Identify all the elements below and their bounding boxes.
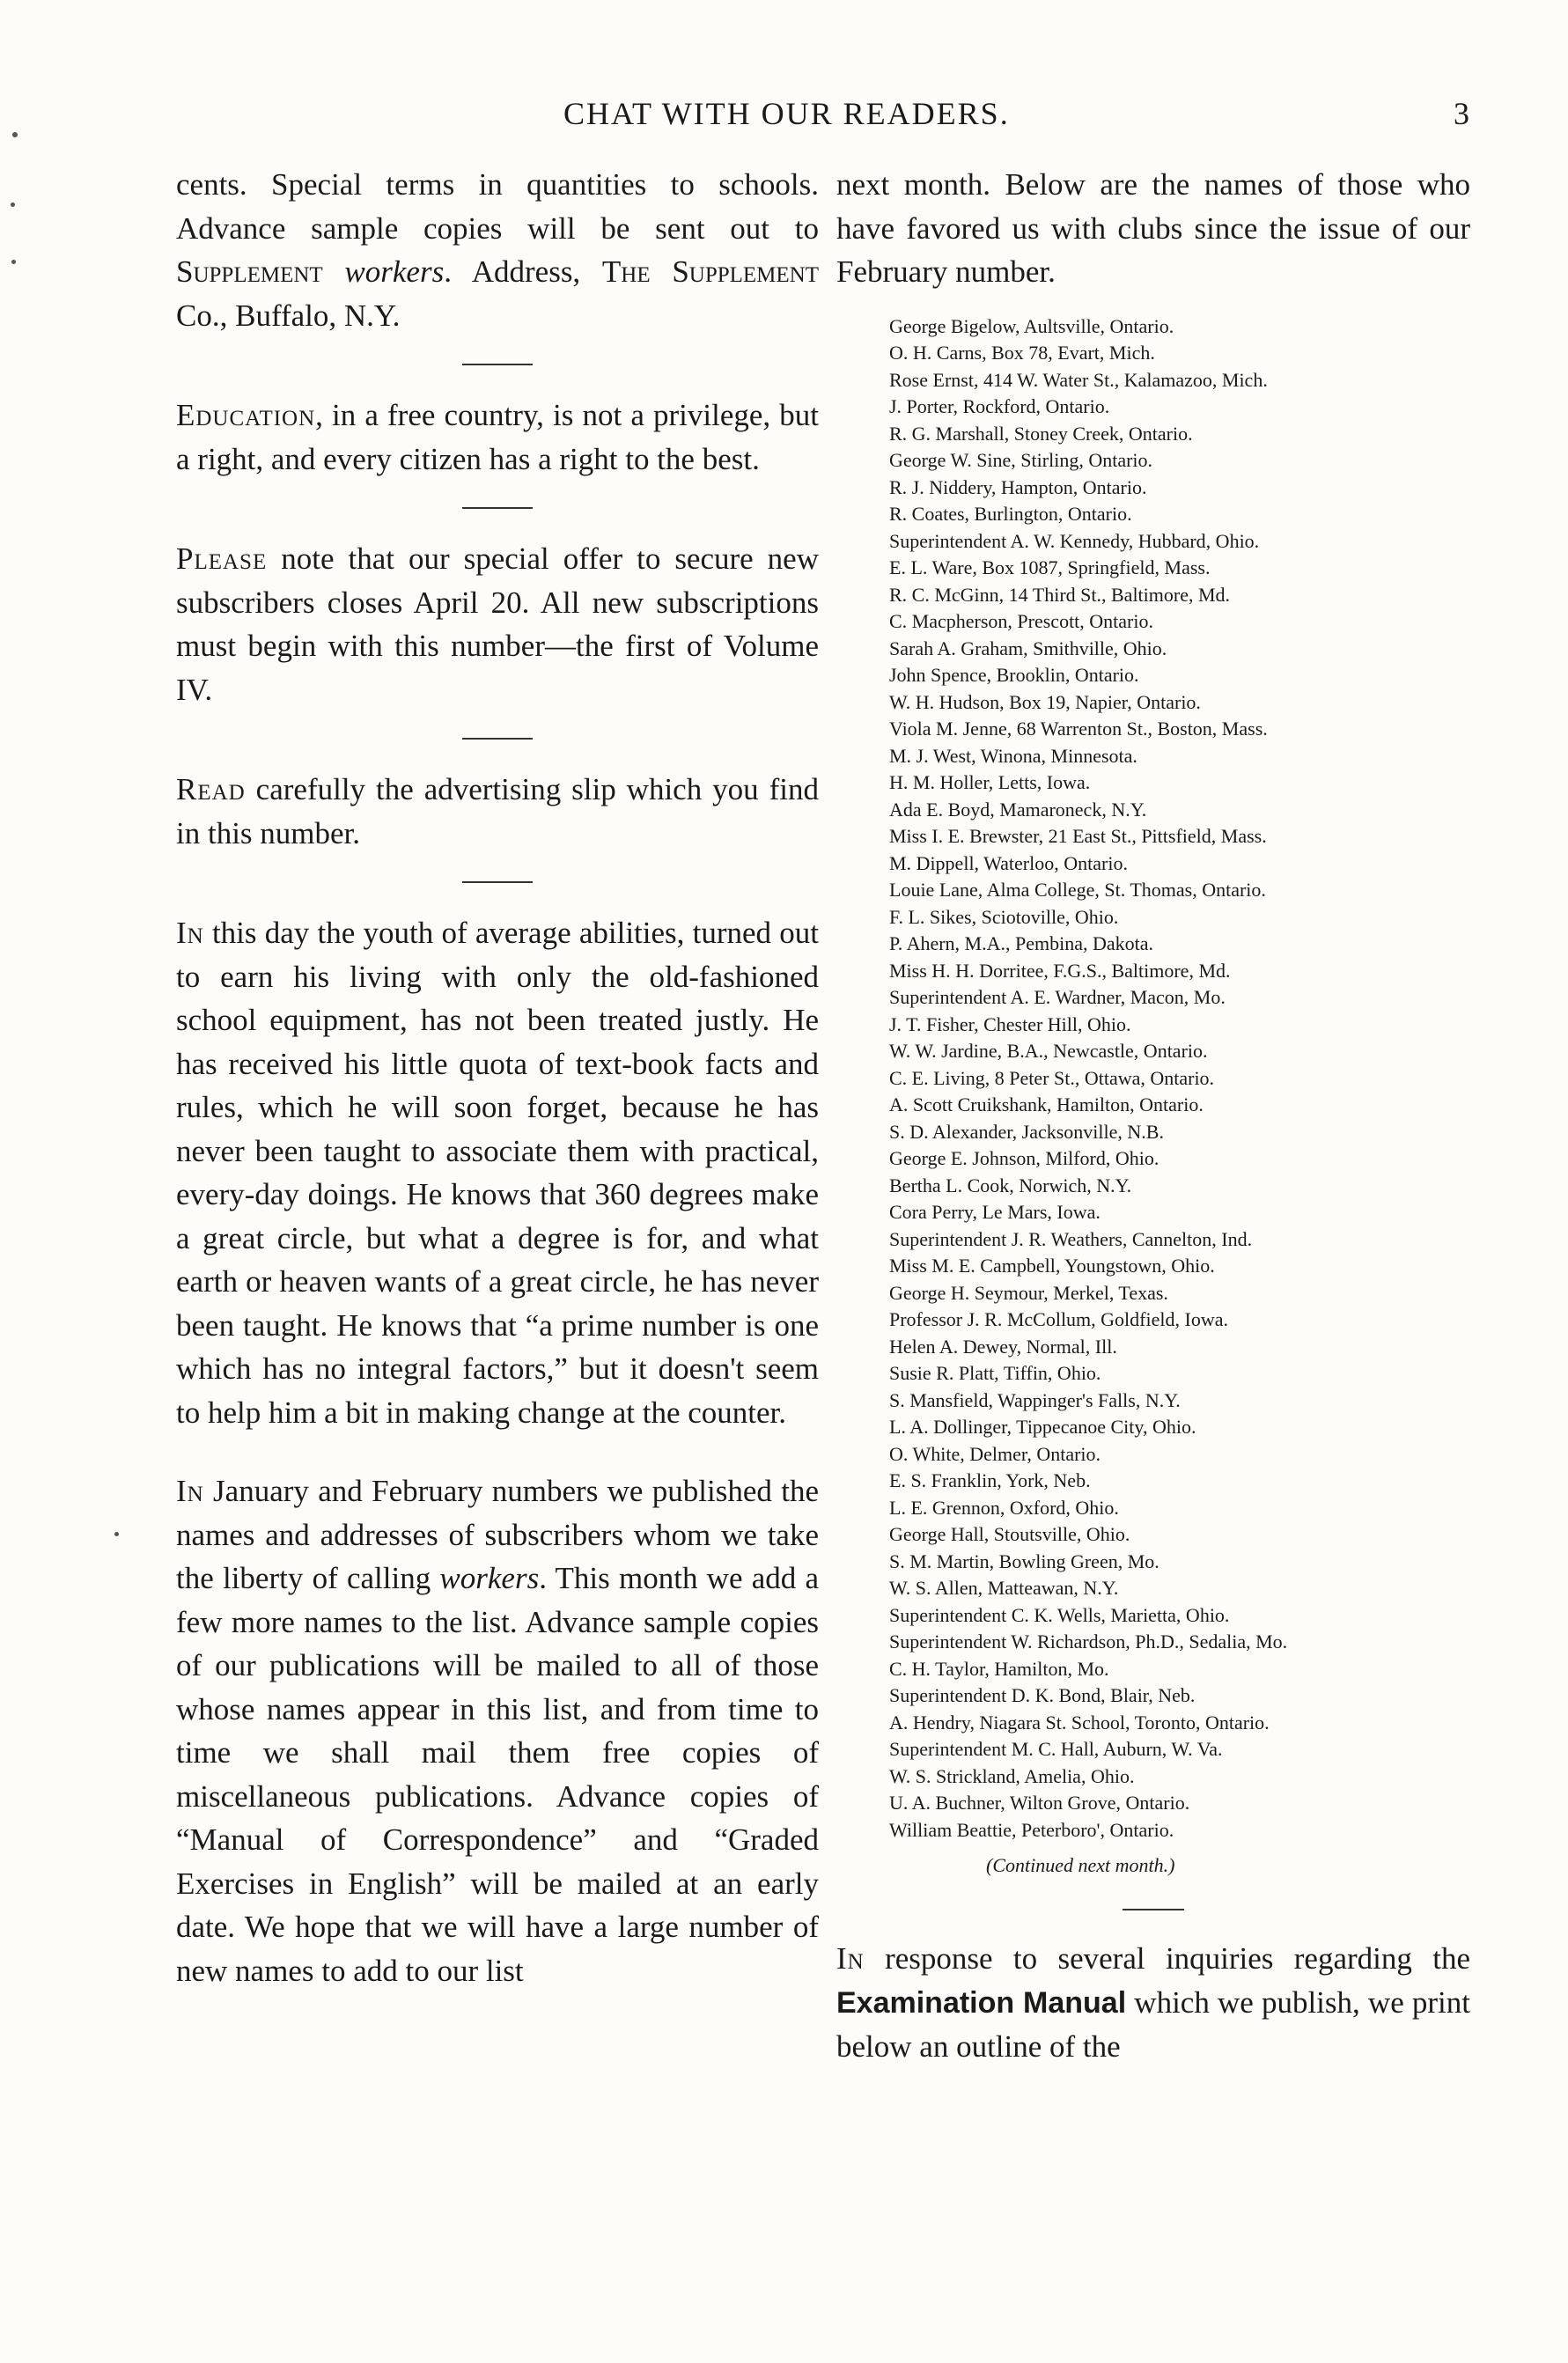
- list-item: George Hall, Stoutsville, Ohio.: [889, 1523, 1130, 1545]
- list-item: F. L. Sikes, Sciotoville, Ohio.: [889, 905, 1119, 928]
- paragraph-names-intro: next month. Below are the names of those who have favored us with clubs since the issue of our February number.: [836, 167, 1470, 289]
- list-item: S. Mansfield, Wappinger's Falls, N.Y.: [889, 1388, 1181, 1411]
- paragraph-address: [176, 163, 819, 337]
- scan-speck: [12, 132, 18, 137]
- subscriber-name-list: [889, 313, 1470, 1844]
- list-item: Miss M. E. Campbell, Youngstown, Ohio.: [889, 1255, 1215, 1277]
- list-item: R. G. Marshall, Stoney Creek, Ontario.: [889, 422, 1193, 445]
- list-item: Miss H. H. Dorritee, F.G.S., Baltimore, Md.: [889, 959, 1231, 982]
- page-header: [0, 95, 1568, 139]
- list-item: L. A. Dollinger, Tippecanoe City, Ohio.: [889, 1416, 1196, 1438]
- list-item: W. S. Allen, Matteawan, N.Y.: [889, 1577, 1119, 1599]
- scan-speck: [11, 260, 16, 264]
- paragraph-special-offer: [176, 537, 819, 711]
- list-item: Superintendent W. Richardson, Ph.D., Sedalia, Mo.: [889, 1631, 1288, 1653]
- list-item: C. H. Taylor, Hamilton, Mo.: [889, 1657, 1109, 1680]
- list-item: C. Macpherson, Prescott, Ontario.: [889, 610, 1153, 632]
- text: this day the youth of average abilities, turned out to earn his living with only the old-fashioned school equipment, has not been treated justly. He has received his little quota of text-book facts and rules, which he will soon forget, because he has never been taught to associate them with practical, every-day doings. He knows that 360 degrees make a great circle, but what a degree is for, and what earth or heaven wants of a great circle, he has never been taught. He knows that “a prime number is one which has no integral factors,” but it doesn't seem to help him a bit in making change at the counter.: [176, 916, 819, 1430]
- list-item: Louie Lane, Alma College, St. Thomas, Ontario.: [889, 879, 1266, 901]
- list-item: E. S. Franklin, York, Neb.: [889, 1469, 1091, 1491]
- running-head: CHAT WITH OUR READERS.: [563, 96, 1010, 131]
- list-item: O. H. Carns, Box 78, Evart, Mich.: [889, 342, 1155, 364]
- list-item: J. Porter, Rockford, Ontario.: [889, 395, 1110, 417]
- divider: [462, 881, 533, 883]
- spacer: [176, 1434, 819, 1469]
- list-item: Professor J. R. McCollum, Goldfield, Iowa.: [889, 1308, 1228, 1330]
- list-item: William Beattie, Peterboro', Ontario.: [889, 1818, 1174, 1841]
- text: note that our special offer to secure new subscribers closes April 20. All new subscriptions must begin with this number—the first of Volume IV.: [176, 541, 819, 707]
- lead-word: In: [836, 1941, 865, 1976]
- list-item: Cora Perry, Le Mars, Iowa.: [889, 1201, 1101, 1223]
- text: response to several inquiries regarding the: [864, 1941, 1470, 1976]
- list-item: Superintendent J. R. Weathers, Cannelton, Ind.: [889, 1227, 1253, 1250]
- bold-title: Examination Manual: [836, 1985, 1127, 2020]
- italic-text: workers: [439, 1561, 540, 1595]
- list-item: George W. Sine, Stirling, Ontario.: [889, 449, 1153, 471]
- list-item: Superintendent M. C. Hall, Auburn, W. Va.: [889, 1738, 1223, 1760]
- continued-note: (Continued next month.): [986, 1854, 1175, 1876]
- paragraph-youth: [176, 911, 819, 1434]
- lead-word: In: [176, 1474, 204, 1508]
- paragraph-examination-manual: [836, 1937, 1470, 2069]
- paragraph-advertising: [176, 768, 819, 855]
- text: carefully the advertising slip which you find in this number.: [176, 772, 819, 850]
- list-item: W. S. Strickland, Amelia, Ohio.: [889, 1764, 1135, 1787]
- list-item: W. H. Hudson, Box 19, Napier, Ontario.: [889, 690, 1201, 713]
- paragraph-education: [176, 394, 819, 481]
- list-item: Rose Ernst, 414 W. Water St., Kalamazoo, Mich.: [889, 368, 1268, 391]
- divider: [462, 507, 533, 509]
- list-item: Bertha L. Cook, Norwich, N.Y.: [889, 1174, 1132, 1196]
- list-item: George H. Seymour, Merkel, Texas.: [889, 1281, 1168, 1304]
- list-item: J. T. Fisher, Chester Hill, Ohio.: [889, 1012, 1131, 1035]
- scan-speck: [11, 202, 15, 207]
- list-item: Ada E. Boyd, Mamaroneck, N.Y.: [889, 798, 1147, 821]
- text: which we publish, we print below an outline of the: [836, 1984, 1470, 2064]
- text: . Address,: [444, 254, 602, 289]
- left-column: [176, 163, 819, 1992]
- list-item: A. Scott Cruikshank, Hamilton, Ontario.: [889, 1093, 1204, 1115]
- list-item: Viola M. Jenne, 68 Warrenton St., Boston, Mass.: [889, 718, 1268, 740]
- list-item: W. W. Jardine, B.A., Newcastle, Ontario.: [889, 1040, 1208, 1062]
- list-item: M. Dippell, Waterloo, Ontario.: [889, 851, 1128, 874]
- list-item: Miss I. E. Brewster, 21 East St., Pittsfield, Mass.: [889, 825, 1267, 847]
- list-item: Sarah A. Graham, Smithville, Ohio.: [889, 637, 1167, 659]
- list-item: George Bigelow, Aultsville, Ontario.: [889, 314, 1174, 337]
- page-number: 3: [1454, 96, 1469, 131]
- text: , in a free country, is not a privilege, but a right, and every citizen has a right to the best.: [176, 398, 819, 476]
- text: January and February numbers we published the names and addresses of subscribers whom we take the liberty of calling: [176, 1474, 819, 1595]
- list-item: Susie R. Platt, Tiffin, Ohio.: [889, 1362, 1101, 1384]
- lead-word: Please: [176, 541, 268, 576]
- list-item: Superintendent A. E. Wardner, Macon, Mo.: [889, 986, 1226, 1008]
- italic-text: workers: [344, 254, 445, 289]
- list-item: Superintendent A. W. Kennedy, Hubbard, Ohio.: [889, 529, 1260, 552]
- list-item: R. J. Niddery, Hampton, Ontario.: [889, 475, 1147, 498]
- list-item: John Spence, Brooklin, Ontario.: [889, 664, 1139, 686]
- list-item: P. Ahern, M.A., Pembina, Dakota.: [889, 932, 1154, 954]
- list-item: L. E. Grennon, Oxford, Ohio.: [889, 1496, 1119, 1519]
- list-item: R. C. McGinn, 14 Third St., Baltimore, Md.: [889, 583, 1231, 606]
- list-item: C. E. Living, 8 Peter St., Ottawa, Ontario.: [889, 1066, 1215, 1089]
- list-item: M. J. West, Winona, Minnesota.: [889, 744, 1137, 767]
- scan-speck: [114, 1532, 119, 1536]
- lead-word: Read: [176, 772, 246, 806]
- paragraph-workers: [176, 1469, 819, 1992]
- right-column: [836, 163, 1470, 2069]
- list-item: A. Hendry, Niagara St. School, Toronto, Ontario.: [889, 1711, 1270, 1734]
- text: cents. Special terms in quantities to schools. Advance sample copies will be sent out to: [176, 167, 819, 246]
- list-item: E. L. Ware, Box 1087, Springfield, Mass.: [889, 556, 1211, 578]
- list-item: Superintendent D. K. Bond, Blair, Neb.: [889, 1684, 1196, 1706]
- divider: [1123, 1909, 1184, 1910]
- small-caps-text: Supplement: [176, 254, 323, 289]
- list-item: S. M. Martin, Bowling Green, Mo.: [889, 1550, 1159, 1572]
- list-item: George E. Johnson, Milford, Ohio.: [889, 1147, 1159, 1169]
- text: Co., Buffalo, N.Y.: [176, 298, 401, 333]
- divider: [462, 364, 533, 365]
- list-item: O. White, Delmer, Ontario.: [889, 1442, 1101, 1465]
- list-item: Superintendent C. K. Wells, Marietta, Ohio.: [889, 1603, 1230, 1626]
- list-item: U. A. Buchner, Wilton Grove, Ontario.: [889, 1792, 1190, 1814]
- text: . This month we add a few more names to the list. Advance sample copies of our publications will be mailed to all of those whose names appear in this list, and from time to time we shall mail them free copies of miscellaneous publications. Advance copies of “Manual of Correspondence” and “Graded Exercises in English” will be mailed at an early date. We hope that we will have a large number of new names to add to our list: [176, 1561, 819, 1988]
- lead-word: In: [176, 916, 204, 950]
- list-item: Helen A. Dewey, Normal, Ill.: [889, 1335, 1117, 1358]
- list-item: H. M. Holler, Letts, Iowa.: [889, 771, 1091, 793]
- lead-word: Education: [176, 398, 316, 432]
- list-item: S. D. Alexander, Jacksonville, N.B.: [889, 1120, 1164, 1143]
- list-item: R. Coates, Burlington, Ontario.: [889, 503, 1132, 525]
- divider: [462, 738, 533, 740]
- small-caps-text: The Supplement: [601, 254, 820, 289]
